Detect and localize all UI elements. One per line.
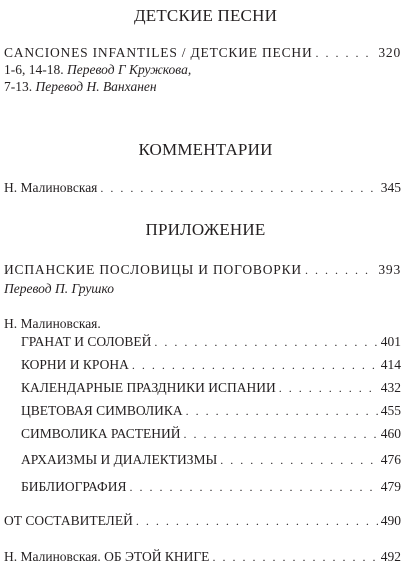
toc-entry-title: ОТ СОСТАВИТЕЛЕЙ	[4, 513, 133, 528]
leader-dots	[279, 380, 378, 396]
toc-entry-page: 401	[380, 334, 401, 349]
toc-entry-page: 455	[380, 403, 401, 418]
leader-dots	[129, 479, 377, 495]
toc-entry-page: 460	[380, 426, 401, 441]
toc-entry-page: 479	[380, 479, 401, 494]
leader-dots	[136, 513, 378, 529]
toc-entry-compilers[interactable]	[4, 513, 401, 529]
toc-entry-appendix-item[interactable]	[21, 452, 401, 468]
toc-entry-appendix-item[interactable]	[21, 426, 401, 442]
section-heading-appendix: ПРИЛОЖЕНИЕ	[145, 220, 266, 239]
toc-entry-page: 393	[378, 262, 401, 277]
toc-entry-appendix-item[interactable]	[21, 334, 401, 350]
toc-entry-page: 490	[380, 513, 401, 528]
toc-entry-title: БИБЛИОГРАФИЯ	[21, 479, 127, 494]
toc-entry-title: Н. Малиновская	[4, 180, 98, 195]
toc-entry-title: Н. Малиновская. ОБ ЭТОЙ КНИГЕ	[4, 549, 210, 564]
translator-line-2	[4, 79, 157, 95]
section-heading-comments: КОММЕНТАРИИ	[138, 140, 273, 159]
toc-entry-appendix-item[interactable]	[21, 380, 401, 396]
appendix-author: Н. Малиновская.	[4, 316, 101, 331]
toc-entry-title: КАЛЕНДАРНЫЕ ПРАЗДНИКИ ИСПАНИИ	[21, 380, 276, 395]
leader-dots	[220, 452, 378, 468]
translator-name: Перевод Н. Ванханен	[35, 79, 157, 94]
leader-dots	[212, 549, 377, 565]
leader-dots	[305, 262, 375, 278]
translator-prefix: 7-13.	[4, 79, 33, 94]
toc-entry-about-book[interactable]	[4, 549, 401, 565]
toc-entry-page: 432	[380, 380, 401, 395]
toc-entry-page: 492	[380, 549, 401, 564]
section-heading-children-songs: ДЕТСКИЕ ПЕСНИ	[133, 6, 278, 25]
toc-entry-title: ИСПАНСКИЕ ПОСЛОВИЦЫ И ПОГОВОРКИ	[4, 262, 302, 277]
toc-entry-page: 345	[380, 180, 401, 195]
toc-entry-proverbs[interactable]	[4, 262, 401, 278]
toc-entry-title: ГРАНАТ И СОЛОВЕЙ	[21, 334, 152, 349]
toc-entry-page: 320	[378, 45, 401, 60]
proverbs-translator: Перевод П. Грушко	[4, 281, 115, 296]
toc-entry-page: 414	[380, 357, 401, 372]
toc-entry-page: 476	[380, 452, 401, 467]
toc-entry-appendix-item[interactable]	[21, 403, 401, 419]
toc-entry-title: ЦВЕТОВАЯ СИМВОЛИКА	[21, 403, 183, 418]
leader-dots	[154, 334, 377, 350]
toc-entry-appendix-item[interactable]	[21, 357, 401, 373]
toc-entry-canciones[interactable]	[4, 45, 401, 61]
translator-name: Перевод Г Кружкова,	[67, 62, 192, 77]
leader-dots	[186, 403, 378, 419]
leader-dots	[100, 180, 377, 196]
toc-entry-title: АРХАИЗМЫ И ДИАЛЕКТИЗМЫ	[21, 452, 218, 467]
toc-entry-title: CANCIONES INFANTILES / ДЕТСКИЕ ПЕСНИ	[4, 45, 313, 60]
toc-entry-title: СИМВОЛИКА РАСТЕНИЙ	[21, 426, 181, 441]
toc-entry-comments[interactable]	[4, 180, 401, 196]
translator-prefix: 1-6, 14-18.	[4, 62, 64, 77]
translator-line-1	[4, 62, 191, 78]
toc-entry-appendix-item[interactable]	[21, 479, 401, 495]
leader-dots	[183, 426, 377, 442]
toc-entry-title: КОРНИ И КРОНА	[21, 357, 129, 372]
leader-dots	[132, 357, 378, 373]
leader-dots	[316, 45, 376, 61]
